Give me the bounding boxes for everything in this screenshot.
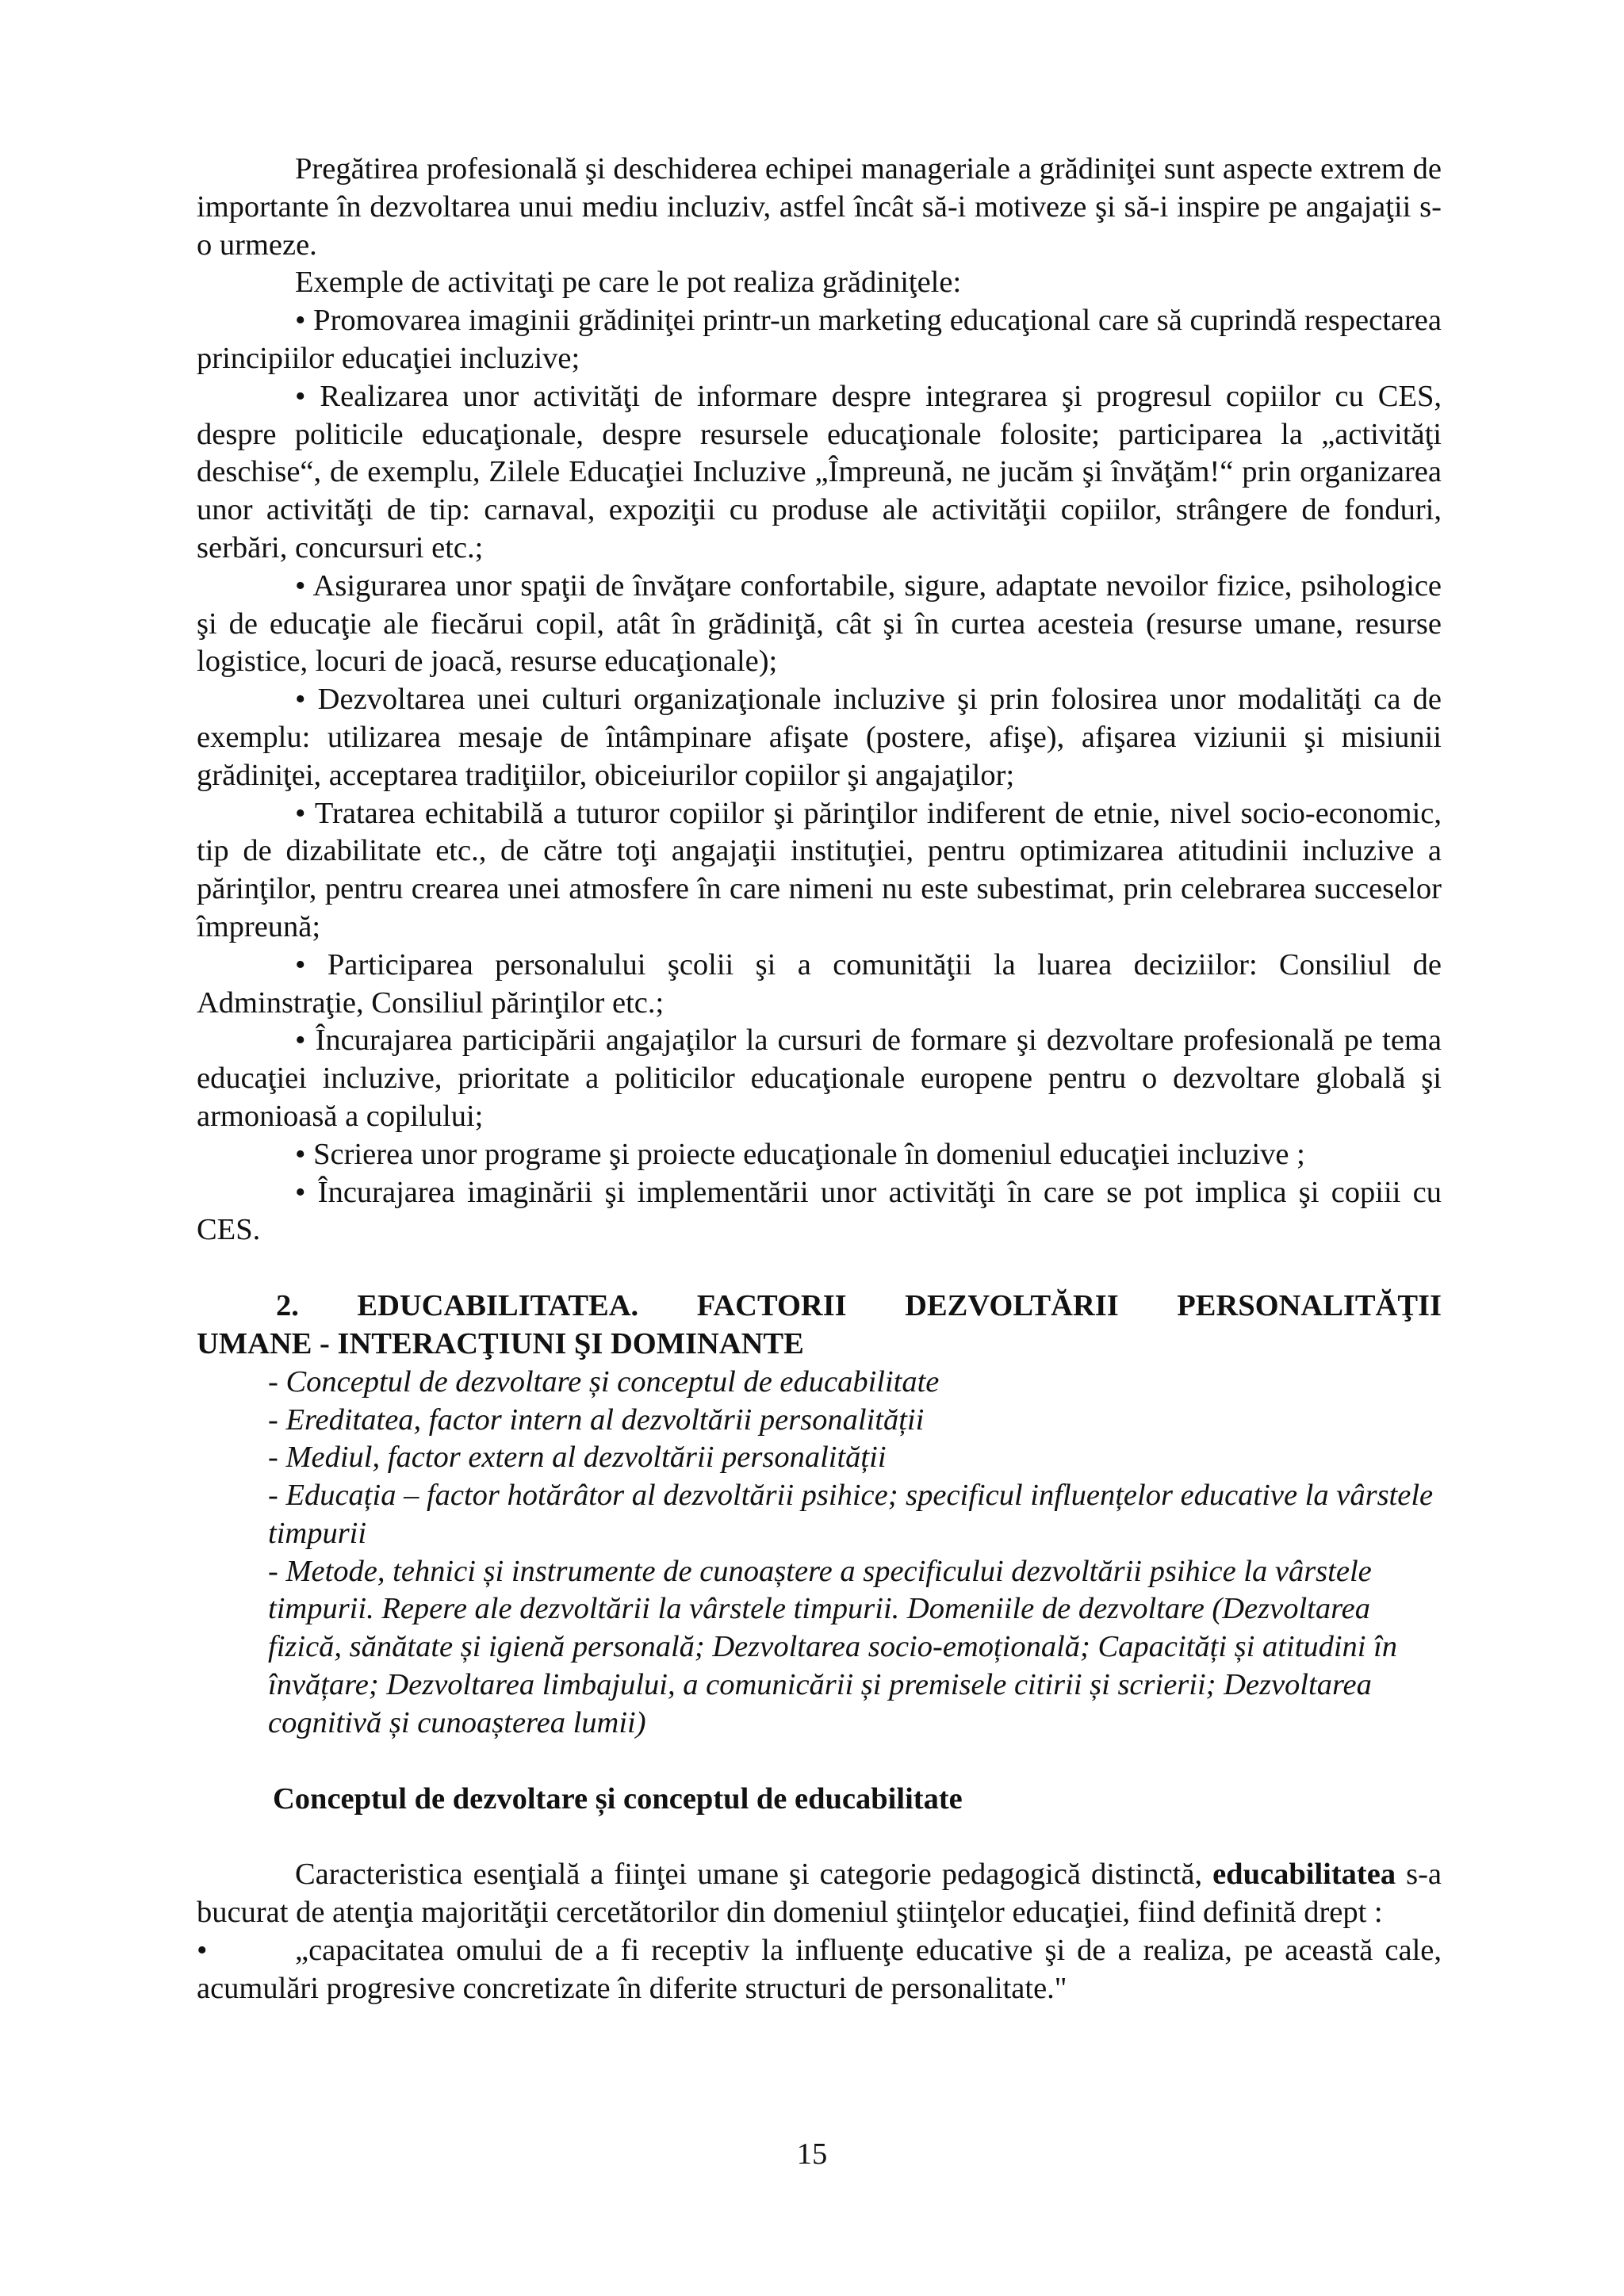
activity-item: • Participarea personalului şcolii şi a comunităţii la luarea deciziilor: Consiliul de Adminstraţie, Consiliul părinţilor etc.;: [197, 947, 1442, 1020]
activities-list: [197, 302, 1442, 1249]
section-topics: [197, 1364, 1442, 1743]
educability-paragraph: [197, 1856, 1442, 1932]
educability-term: educabilitatea: [1212, 1858, 1396, 1892]
activity-item: • Încurajarea imaginării şi implementării unor activităţi în care se pot implica şi copiii cu CES.: [197, 1175, 1442, 1247]
activity-item: • Încurajarea participării angajaţilor la cursuri de formare şi dezvoltare profesională pe tema educaţiei incluzive, prioritate a politicilor educaţionale europene pentru o dezvoltare globală şi armonioasă a copilului;: [197, 1024, 1442, 1133]
activity-item: • Asigurarea unor spaţii de învăţare confortabile, sigure, adaptate nevoilor fizice, psihologice şi de educaţie ale fiecărui copil, atât în grădiniţă, cât şi în curtea acesteia (resurse umane, resurse logistice, locuri de joacă, resurse educaţionale);: [197, 568, 1442, 679]
subsection-title: Conceptul de dezvoltare și conceptul de educabilitate: [273, 1781, 963, 1816]
topic-item: - Mediul, factor extern al dezvoltării personalității: [268, 1441, 887, 1475]
section-heading-line1: 2. EDUCABILITATEA. FACTORII DEZVOLTĂRII PERSONALITĂŢII: [276, 1289, 1442, 1323]
definition-quote: [197, 1932, 1442, 2008]
intro-paragraph: Pregătirea profesională şi deschiderea echipei manageriale a grădiniţei sunt aspecte extrem de importante în dezvoltarea unui mediu incluziv, astfel încât să-i motiveze şi să-i inspire pe angajaţii s-o urmeze.: [197, 152, 1442, 262]
activities-lead: Exemple de activitaţi pe care le pot realiza grădiniţele:: [295, 266, 962, 300]
topic-item: - Metode, tehnici și instrumente de cunoaștere a specificului dezvoltării psihice la vârstele timpurii. Repere ale dezvoltării la vârstele timpurii. Domeniile de dezvoltare (Dezvoltarea fizică, sănătate și igienă personală; Dezvoltarea socio-emoțională; Capacități și atitudini în învățare; Dezvoltarea limbajului, a comunicării și premisele citirii și scrierii; Dezvoltarea cognitivă și cunoașterea lumii): [268, 1554, 1398, 1739]
activity-item: • Promovarea imaginii grădiniţei printr-un marketing educaţional care să cuprindă respectarea principiilor educaţiei incluzive;: [197, 304, 1442, 375]
section-heading-line2: UMANE - INTERACŢIUNI ŞI DOMINANTE: [197, 1326, 804, 1360]
page-number: 15: [796, 2137, 828, 2171]
activity-item: • Dezvoltarea unei culturi organizaţionale incluzive şi prin folosirea unor modalităţi ca de exemplu: utilizarea mesaje de întâmpinare afişate (postere, afişe), afişarea viziunii şi misiunii grădiniţei, acceptarea tradiţiilor, obiceiurilor copiilor şi angajaţilor;: [197, 683, 1442, 792]
topic-item: - Ereditatea, factor intern al dezvoltării personalității: [268, 1402, 925, 1437]
section-heading: [197, 1288, 1442, 1364]
topic-item: - Conceptul de dezvoltare și conceptul de educabilitate: [268, 1364, 940, 1399]
page-body: [197, 151, 1442, 2008]
activity-item: • Scrierea unor programe şi proiecte educaţionale în domeniul educaţiei incluzive ;: [295, 1137, 1305, 1171]
activity-item: • Realizarea unor activităţi de informare despre integrarea şi progresul copiilor cu CES, despre politicile educaţionale, despre resursele educaţionale folosite; participarea la „activităţi deschise“, de exemplu, Zilele Educaţiei Incluzive „Împreună, ne jucăm şi învăţăm!“ prin organizarea unor activităţi de tip: carnaval, expoziţii cu produse ale activităţii copiilor, strângere de fonduri, serbări, concursuri etc.;: [197, 379, 1442, 564]
topic-item: - Educația – factor hotărâtor al dezvoltării psihice; specificul influențelor educative la vârstele timpurii: [268, 1479, 1434, 1550]
educability-text-start: Caracteristica esenţială a fiinţei umane şi categorie pedagogică distinctă,: [295, 1858, 1213, 1892]
definition-text: „capacitatea omului de a fi receptiv la influenţe educative şi de a realiza, pe această cale, acumulări progresive concretizate în diferite structuri de personalitate.": [197, 1934, 1442, 2005]
activity-item: • Tratarea echitabilă a tuturor copiilor şi părinţilor indiferent de etnie, nivel socio-economic, tip de dizabilitate etc., de către toţi angajaţii instituţiei, pentru optimizarea atitudinii incluzive a părinţilor, pentru crearea unei atmosfere în care nimeni nu este subestimat, prin celebrarea succeselor împreună;: [197, 796, 1442, 943]
educability-text-end: s-a bucurat de atenţia majorităţii cercetătorilor din domeniul ştiinţelor educaţiei, fiind definită drept :: [197, 1858, 1442, 1930]
bullet-symbol: •: [197, 1934, 208, 1968]
